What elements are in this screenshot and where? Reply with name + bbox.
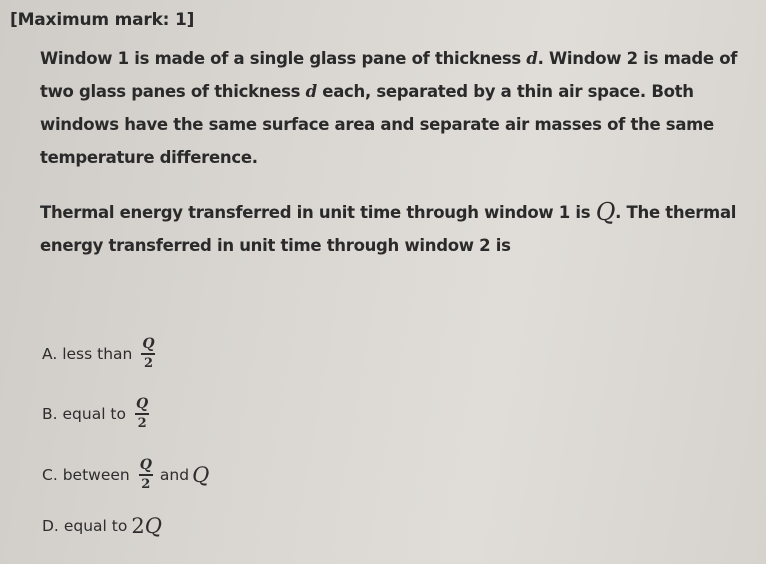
para1-text-3: each, separated by a thin air space. Both windows have the same surface area and separate air masses of the same temperature difference. [40,82,714,167]
fraction-bar [135,413,149,415]
option-a-fraction [140,337,156,371]
option-b-fraction [134,397,150,431]
option-c-label: C. [42,466,58,484]
fraction-denominator: 2 [137,416,147,431]
option-b-text: equal to [62,405,126,423]
maximum-mark: [Maximum mark: 1] [10,10,195,30]
option-d-q-symbol: Q [144,514,162,538]
option-d-text: equal to [63,517,128,535]
option-b[interactable] [42,396,150,432]
para2-text-2: . The thermal energy transferred in unit time through window 2 is [40,203,737,255]
para1-text-1: Window 1 is made of a single glass pane of thickness [40,49,521,68]
option-d-label: D. [42,517,59,535]
fraction-denominator: 2 [141,477,151,492]
energy-symbol-q: Q [595,198,616,226]
option-a-text: less than [62,345,133,363]
thickness-symbol-2: d [305,82,317,101]
option-a-label: A. [42,345,58,363]
option-c[interactable] [42,457,209,493]
fraction-numerator: Q [139,457,152,473]
para2-text-1: Thermal energy transferred in unit time through window 1 is [40,203,591,222]
option-d-value [131,514,162,538]
question-paragraph-2 [40,196,756,262]
question-paragraph-1 [40,42,756,174]
option-c-fraction [138,458,154,492]
fraction-denominator: 2 [143,356,153,371]
fraction-numerator: Q [136,396,149,412]
thickness-symbol-1: d [526,49,538,68]
option-c-q-symbol: Q [192,463,210,487]
option-c-text: between [62,466,130,484]
fraction-bar [139,474,153,476]
fraction-numerator: Q [142,336,155,352]
option-c-and: and [159,466,190,484]
option-b-label: B. [42,405,58,423]
option-d-coefficient: 2 [131,514,145,538]
para1-text-2: . Window 2 is made of two glass panes of thickness [40,49,738,101]
option-d[interactable] [42,508,162,544]
fraction-bar [141,353,155,355]
option-a[interactable] [42,336,157,372]
